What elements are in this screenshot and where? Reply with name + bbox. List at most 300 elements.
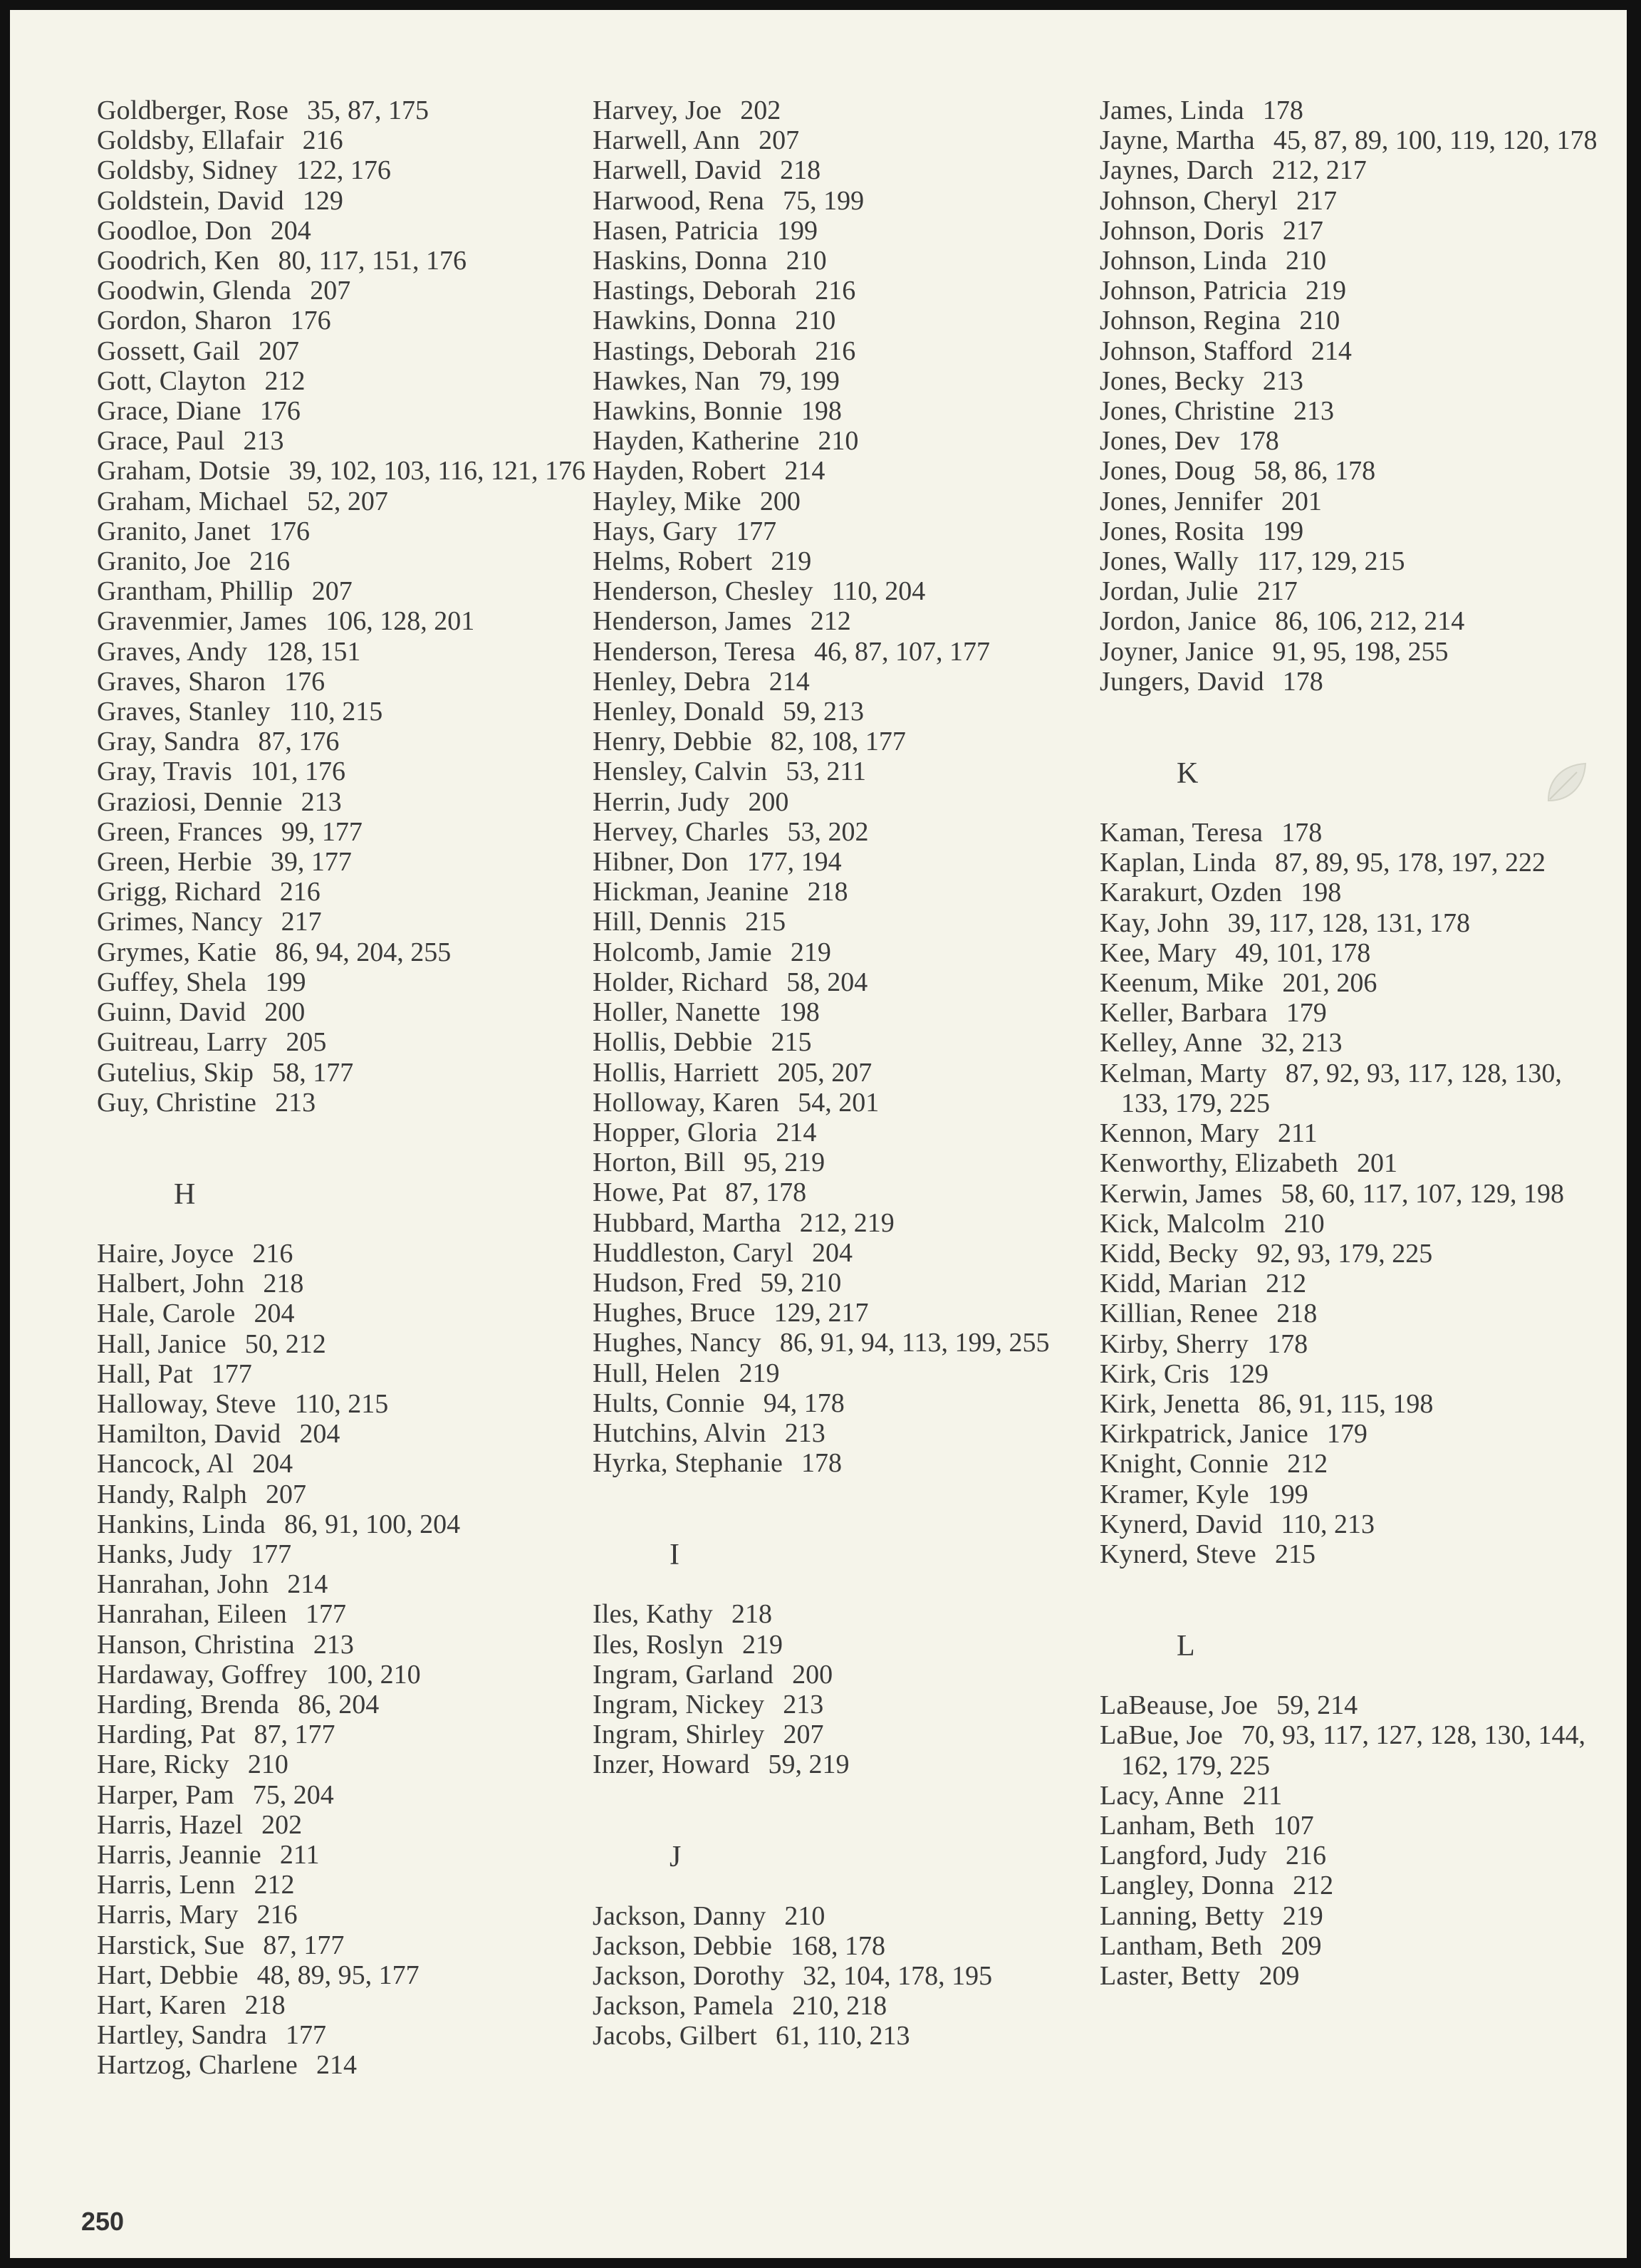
index-entry [593,1208,1091,1238]
section-letter-heading: H [174,1177,196,1211]
index-entry [97,1058,595,1088]
entry-name: Hartley, Sandra [97,2020,267,2051]
index-entry [1100,155,1598,185]
entry-pages: 219 [790,937,831,967]
index-entry [593,1660,1091,1690]
entry-name: Karakurt, Ozden [1100,878,1283,908]
entry-name: Laster, Betty [1100,1960,1241,1991]
section-spacer [1100,1663,1598,1690]
index-entry [97,2020,595,2050]
entry-pages: 75, 199 [783,185,865,216]
index-entry [97,1027,595,1057]
index-entry [97,306,595,335]
entry-name: Jackson, Danny [593,1900,766,1931]
entry-name: Jackson, Dorothy [593,1960,785,1991]
entry-pages: 32, 213 [1261,1028,1343,1058]
entry-pages: 179 [1326,1419,1368,1450]
entry-pages: 213 [1293,396,1334,427]
entry-pages: 110, 215 [294,1388,389,1419]
entry-pages: 205, 207 [777,1057,872,1088]
entry-name: Jaynes, Darch [1100,155,1254,186]
entry-pages: 86, 94, 204, 255 [275,937,452,967]
index-entry [97,1088,595,1118]
entry-name: Johnson, Cheryl [1100,185,1278,216]
entry-name: Graves, Andy [97,636,248,667]
entry-pages: 212 [1293,1871,1334,1901]
index-entry [97,1930,595,1960]
entry-name: Graves, Sharon [97,666,266,697]
index-entry [1100,487,1598,516]
index-entry [97,756,595,786]
index-entry [593,1931,1091,1961]
entry-name: Grace, Diane [97,396,241,427]
entry-pages: 210 [784,1900,825,1931]
entry-pages: 177, 194 [746,847,842,878]
entry-name: Holloway, Karen [593,1087,780,1118]
entry-pages: 217 [1282,215,1323,246]
entry-pages: 212, 219 [799,1207,895,1238]
index-entry [97,186,595,216]
index-entry [97,276,595,306]
index-entry [593,817,1091,847]
entry-pages: 213 [243,426,284,457]
index-entry [97,246,595,276]
entry-name: Jordon, Janice [1100,606,1257,637]
index-page [10,10,1627,2258]
entry-pages: 218 [244,1989,286,2020]
index-entry [97,1509,595,1539]
entry-pages: 216 [815,335,856,366]
entry-name: Harris, Lenn [97,1870,236,1900]
index-entry [593,216,1091,246]
entry-name: Hamilton, David [97,1419,281,1450]
entry-pages: 199 [777,215,818,246]
index-entry [97,1660,595,1690]
index-entry [1100,1419,1598,1449]
entry-pages: 91, 95, 198, 255 [1272,636,1449,667]
entry-name: Hudson, Fred [593,1267,742,1298]
entry-pages: 212 [810,606,851,637]
index-entry [593,1388,1091,1418]
index-entry [593,756,1091,786]
section-letter-heading: K [1177,757,1199,791]
index-entry [1100,336,1598,366]
entry-pages: 202 [740,95,781,125]
index-entry [1100,366,1598,396]
entry-name: Kidd, Marian [1100,1269,1248,1299]
entry-pages: 179 [1286,998,1327,1029]
entry-pages: 218 [731,1599,772,1630]
entry-pages: 219 [1306,276,1347,306]
entry-name: Knight, Connie [1100,1449,1269,1479]
entry-pages: 214 [776,1117,817,1148]
entry-pages: 201, 206 [1282,968,1377,999]
entry-name: Grantham, Phillip [97,576,293,607]
entry-pages: 49, 101, 178 [1235,937,1371,968]
entry-name: Johnson, Linda [1100,246,1268,276]
entry-name: Hankins, Linda [97,1509,266,1539]
entry-name: Green, Herbie [97,847,252,878]
entry-pages: 200 [792,1659,833,1690]
entry-pages: 217 [1256,576,1298,607]
index-entry [1100,1239,1598,1269]
index-entry [97,546,595,576]
index-entry [97,1810,595,1840]
entry-pages: 129 [1228,1358,1268,1389]
index-entry [593,306,1091,335]
entry-pages: 178 [1281,818,1323,848]
entry-name: Hayley, Mike [593,486,741,516]
entry-name: Guffey, Shela [97,967,247,997]
entry-name: Henry, Debbie [593,727,752,757]
index-entry [97,937,595,967]
index-entry [97,907,595,937]
index-entry [97,1720,595,1749]
index-entry [593,847,1091,877]
entry-pages: 209 [1259,1960,1300,1991]
entry-name: Helms, Robert [593,546,753,577]
entry-name: Hervey, Charles [593,816,769,847]
entry-pages: 214 [287,1569,328,1600]
entry-name: Johnson, Patricia [1100,276,1288,306]
entry-pages: 204 [254,1299,295,1329]
index-entry [97,487,595,516]
index-entry [1100,1209,1598,1239]
index-entry [97,2050,595,2080]
entry-name: Grigg, Richard [97,877,261,907]
index-entry [97,125,595,155]
index-entry [1100,606,1598,636]
index-entry [593,1358,1091,1388]
index-entry [97,1479,595,1509]
entry-name: Harstick, Sue [97,1930,245,1960]
entry-name: Henley, Debra [593,666,751,697]
entry-name: Lanham, Beth [1100,1810,1255,1841]
index-entry [1100,667,1598,697]
entry-pages: 32, 104, 178, 195 [803,1960,993,1991]
entry-pages: 213 [313,1629,354,1660]
entry-name: Kelley, Anne [1100,1028,1243,1058]
entry-name: Horton, Bill [593,1148,726,1178]
entry-name: Goldsby, Ellafair [97,125,284,156]
index-entry [593,1630,1091,1660]
entry-pages: 218 [780,155,821,186]
entry-name: Johnson, Stafford [1100,335,1293,366]
entry-pages: 199 [265,967,306,997]
entry-pages: 216 [279,877,321,907]
entry-pages: 218 [1276,1299,1318,1329]
entry-pages: 100, 210 [325,1659,421,1690]
index-entry [97,1449,595,1479]
index-entry [593,637,1091,667]
entry-name: Harper, Pam [97,1779,234,1810]
entry-pages: 110, 215 [288,697,383,727]
entry-name: Jones, Dev [1100,426,1220,457]
index-column-1 [97,95,595,2081]
section-letter-heading: I [670,1539,679,1572]
entry-name: Hults, Connie [593,1388,745,1418]
entry-name: Hancock, Al [97,1449,234,1479]
entry-pages: 177 [211,1358,252,1389]
entry-name: Gordon, Sharon [97,306,272,336]
entry-name: Kirk, Cris [1100,1358,1209,1389]
index-entry [1100,1901,1598,1931]
entry-name: Gossett, Gail [97,335,241,366]
index-entry [1100,1539,1598,1569]
entry-pages: 59, 219 [768,1749,850,1780]
entry-pages: 101, 176 [250,756,345,787]
entry-pages: 198 [1301,878,1342,908]
index-entry [593,576,1091,606]
entry-name: Goldstein, David [97,185,284,216]
index-entry [593,456,1091,486]
entry-pages: 176 [259,396,301,427]
entry-name: Kidd, Becky [1100,1238,1239,1269]
index-entry [593,937,1091,967]
index-entry [97,1329,595,1359]
section-letter-heading: L [1177,1630,1195,1663]
entry-pages: 211 [279,1839,320,1870]
index-entry [593,426,1091,456]
entry-name: Harris, Hazel [97,1809,244,1840]
entry-pages: 52, 207 [306,486,388,516]
entry-pages: 87, 177 [263,1930,345,1960]
index-entry [593,516,1091,546]
entry-name: Lantham, Beth [1100,1930,1263,1961]
entry-name: Holder, Richard [593,967,769,997]
entry-name: Harvey, Joe [593,95,722,125]
index-entry [97,667,595,697]
entry-pages: 212 [1287,1449,1328,1479]
entry-pages: 177 [736,516,777,546]
entry-name: Kick, Malcolm [1100,1208,1266,1239]
index-entry [1100,1479,1598,1509]
entry-pages: 207 [759,125,800,156]
entry-name: Hyrka, Stephanie [593,1448,783,1479]
entry-name: Huddleston, Caryl [593,1237,794,1268]
entry-name: Iles, Kathy [593,1599,713,1630]
index-entry [593,95,1091,125]
index-entry [1100,396,1598,426]
entry-name: Harding, Brenda [97,1689,280,1720]
entry-pages: 204 [270,215,311,246]
entry-name: Lanning, Betty [1100,1900,1264,1931]
entry-name: Johnson, Regina [1100,306,1281,336]
entry-name: Lacy, Anne [1100,1780,1224,1811]
entry-pages: 87, 89, 95, 178, 197, 222 [1274,848,1546,878]
entry-pages: 216 [302,125,343,156]
index-entry [97,336,595,366]
index-entry [1100,426,1598,456]
entry-pages: 61, 110, 213 [775,2021,910,2051]
section-spacer [1100,791,1598,818]
entry-name: Hall, Pat [97,1358,193,1389]
section-spacer [593,1572,1091,1599]
entry-pages: 35, 87, 175 [307,95,429,125]
index-entry [1100,125,1598,155]
index-column-3 [1100,95,1598,1991]
index-entry [593,1268,1091,1298]
entry-name: Handy, Ralph [97,1479,248,1509]
entry-pages: 216 [252,1238,293,1269]
entry-pages: 204 [252,1449,293,1479]
index-entry [593,997,1091,1027]
index-entry [1100,1931,1598,1961]
entry-name: Hayden, Robert [593,456,766,487]
entry-name: Gray, Sandra [97,727,240,757]
entry-name: Kelman, Marty [1100,1058,1267,1088]
entry-pages: 202 [261,1809,303,1840]
entry-pages: 178 [801,1448,843,1479]
entry-pages: 200 [759,486,801,516]
entry-pages: 212 [1266,1269,1307,1299]
entry-pages: 214 [1311,335,1352,366]
section-spacer [1100,1569,1598,1629]
entry-pages: 46, 87, 107, 177 [813,636,990,667]
index-entry [97,576,595,606]
entry-name: Jones, Doug [1100,456,1236,487]
entry-pages: 178 [1282,666,1323,697]
entry-name: Kirk, Jenetta [1100,1388,1240,1419]
entry-name: Hanrahan, Eileen [97,1599,287,1630]
entry-name: Jordan, Julie [1100,576,1239,607]
index-entry [1100,1871,1598,1900]
entry-pages: 210 [247,1749,288,1780]
entry-pages: 205 [286,1027,327,1058]
index-entry [1100,818,1598,848]
entry-pages: 177 [286,2020,326,2051]
entry-pages: 219 [1282,1900,1323,1931]
index-entry [593,276,1091,306]
page-number: 250 [81,2207,125,2236]
index-entry [593,1118,1091,1148]
entry-pages: 200 [748,786,789,817]
entry-name: Hartzog, Charlene [97,2050,298,2081]
entry-pages: 207 [311,576,353,607]
entry-name: Hart, Debbie [97,1960,239,1990]
entry-name: Hawkins, Donna [593,306,777,336]
entry-pages: 213 [783,1689,824,1720]
index-entry [593,1148,1091,1177]
entry-name: Guy, Christine [97,1087,257,1118]
index-entry [593,487,1091,516]
index-entry [1100,998,1598,1028]
entry-name: Hopper, Gloria [593,1117,758,1148]
entry-pages: 94, 178 [763,1388,845,1418]
index-entry [1100,1329,1598,1359]
index-entry [593,1058,1091,1088]
entry-pages: 80, 117, 151, 176 [278,246,467,276]
entry-name: Jayne, Martha [1100,125,1255,156]
entry-name: Hubbard, Martha [593,1207,781,1238]
leaf-icon [1541,758,1591,808]
entry-name: Hickman, Jeanine [593,877,789,907]
entry-pages: 219 [771,546,812,577]
index-entry [1100,637,1598,667]
entry-name: Keenum, Mike [1100,968,1264,999]
entry-pages: 99, 177 [281,816,363,847]
index-entry [593,1328,1091,1358]
entry-name: Hasen, Patricia [593,215,759,246]
entry-name: Hanson, Christina [97,1629,295,1660]
entry-name: Jones, Wally [1100,546,1239,577]
entry-name: Langley, Donna [1100,1871,1275,1901]
entry-pages: 176 [269,516,310,546]
index-entry [97,366,595,396]
index-entry [1100,576,1598,606]
entry-pages: 86, 106, 212, 214 [1275,606,1465,637]
entry-name: Henderson, Chesley [593,576,813,607]
entry-name: Guinn, David [97,997,246,1028]
entry-pages: 122, 176 [296,155,391,186]
index-entry [593,1599,1091,1629]
entry-name: Granito, Janet [97,516,251,546]
index-entry [97,877,595,907]
index-entry [1100,848,1598,878]
index-entry [97,1239,595,1269]
entry-pages: 219 [739,1358,780,1388]
index-entry [1100,1841,1598,1871]
entry-pages: 210, 218 [792,1991,887,2022]
index-entry [593,1448,1091,1478]
entry-name: Killian, Renee [1100,1299,1259,1329]
entry-pages: 207 [266,1479,307,1509]
entry-name: Jacobs, Gilbert [593,2021,757,2051]
entry-name: Harwood, Rena [593,185,765,216]
entry-pages: 58, 60, 117, 107, 129, 198 [1281,1178,1565,1209]
index-entry [593,2021,1091,2051]
index-entry [97,516,595,546]
entry-name: Hayden, Katherine [593,426,800,457]
index-entry [593,1901,1091,1931]
entry-name: Gutelius, Skip [97,1057,254,1088]
entry-pages: 207 [783,1720,824,1750]
entry-pages: 58, 86, 178 [1254,456,1376,487]
entry-pages: 50, 212 [244,1328,326,1359]
index-entry [97,1749,595,1779]
entry-name: Hays, Gary [593,516,718,546]
entry-pages: 95, 219 [744,1148,825,1178]
index-entry [1100,95,1598,125]
entry-name: Grace, Paul [97,426,225,457]
entry-name: Grimes, Nancy [97,907,263,937]
index-entry [593,1027,1091,1057]
index-entry [97,1539,595,1569]
entry-name: Henderson, James [593,606,792,637]
index-entry [97,967,595,997]
entry-pages: 213 [784,1418,825,1448]
entry-name: Johnson, Doris [1100,215,1264,246]
index-entry [1100,216,1598,246]
entry-name: Kaman, Teresa [1100,818,1264,848]
entry-pages: 53, 211 [786,756,866,787]
entry-name: Inzer, Howard [593,1749,750,1780]
index-column-2 [593,95,1091,2051]
entry-name: Kenworthy, Elizabeth [1100,1148,1338,1179]
entry-name: Graziosi, Dennie [97,786,283,817]
entry-name: Kay, John [1100,907,1209,938]
entry-pages: 176 [284,666,325,697]
entry-name: Jones, Rosita [1100,516,1245,546]
entry-name: Ingram, Shirley [593,1720,765,1750]
entry-name: Jones, Becky [1100,365,1244,396]
entry-pages: 178 [1267,1328,1308,1359]
entry-name: Jackson, Debbie [593,1930,773,1961]
entry-name: Hanks, Judy [97,1539,233,1569]
entry-pages: 178 [1238,426,1279,457]
entry-pages: 58, 177 [272,1057,354,1088]
entry-pages: 178 [1262,95,1303,125]
